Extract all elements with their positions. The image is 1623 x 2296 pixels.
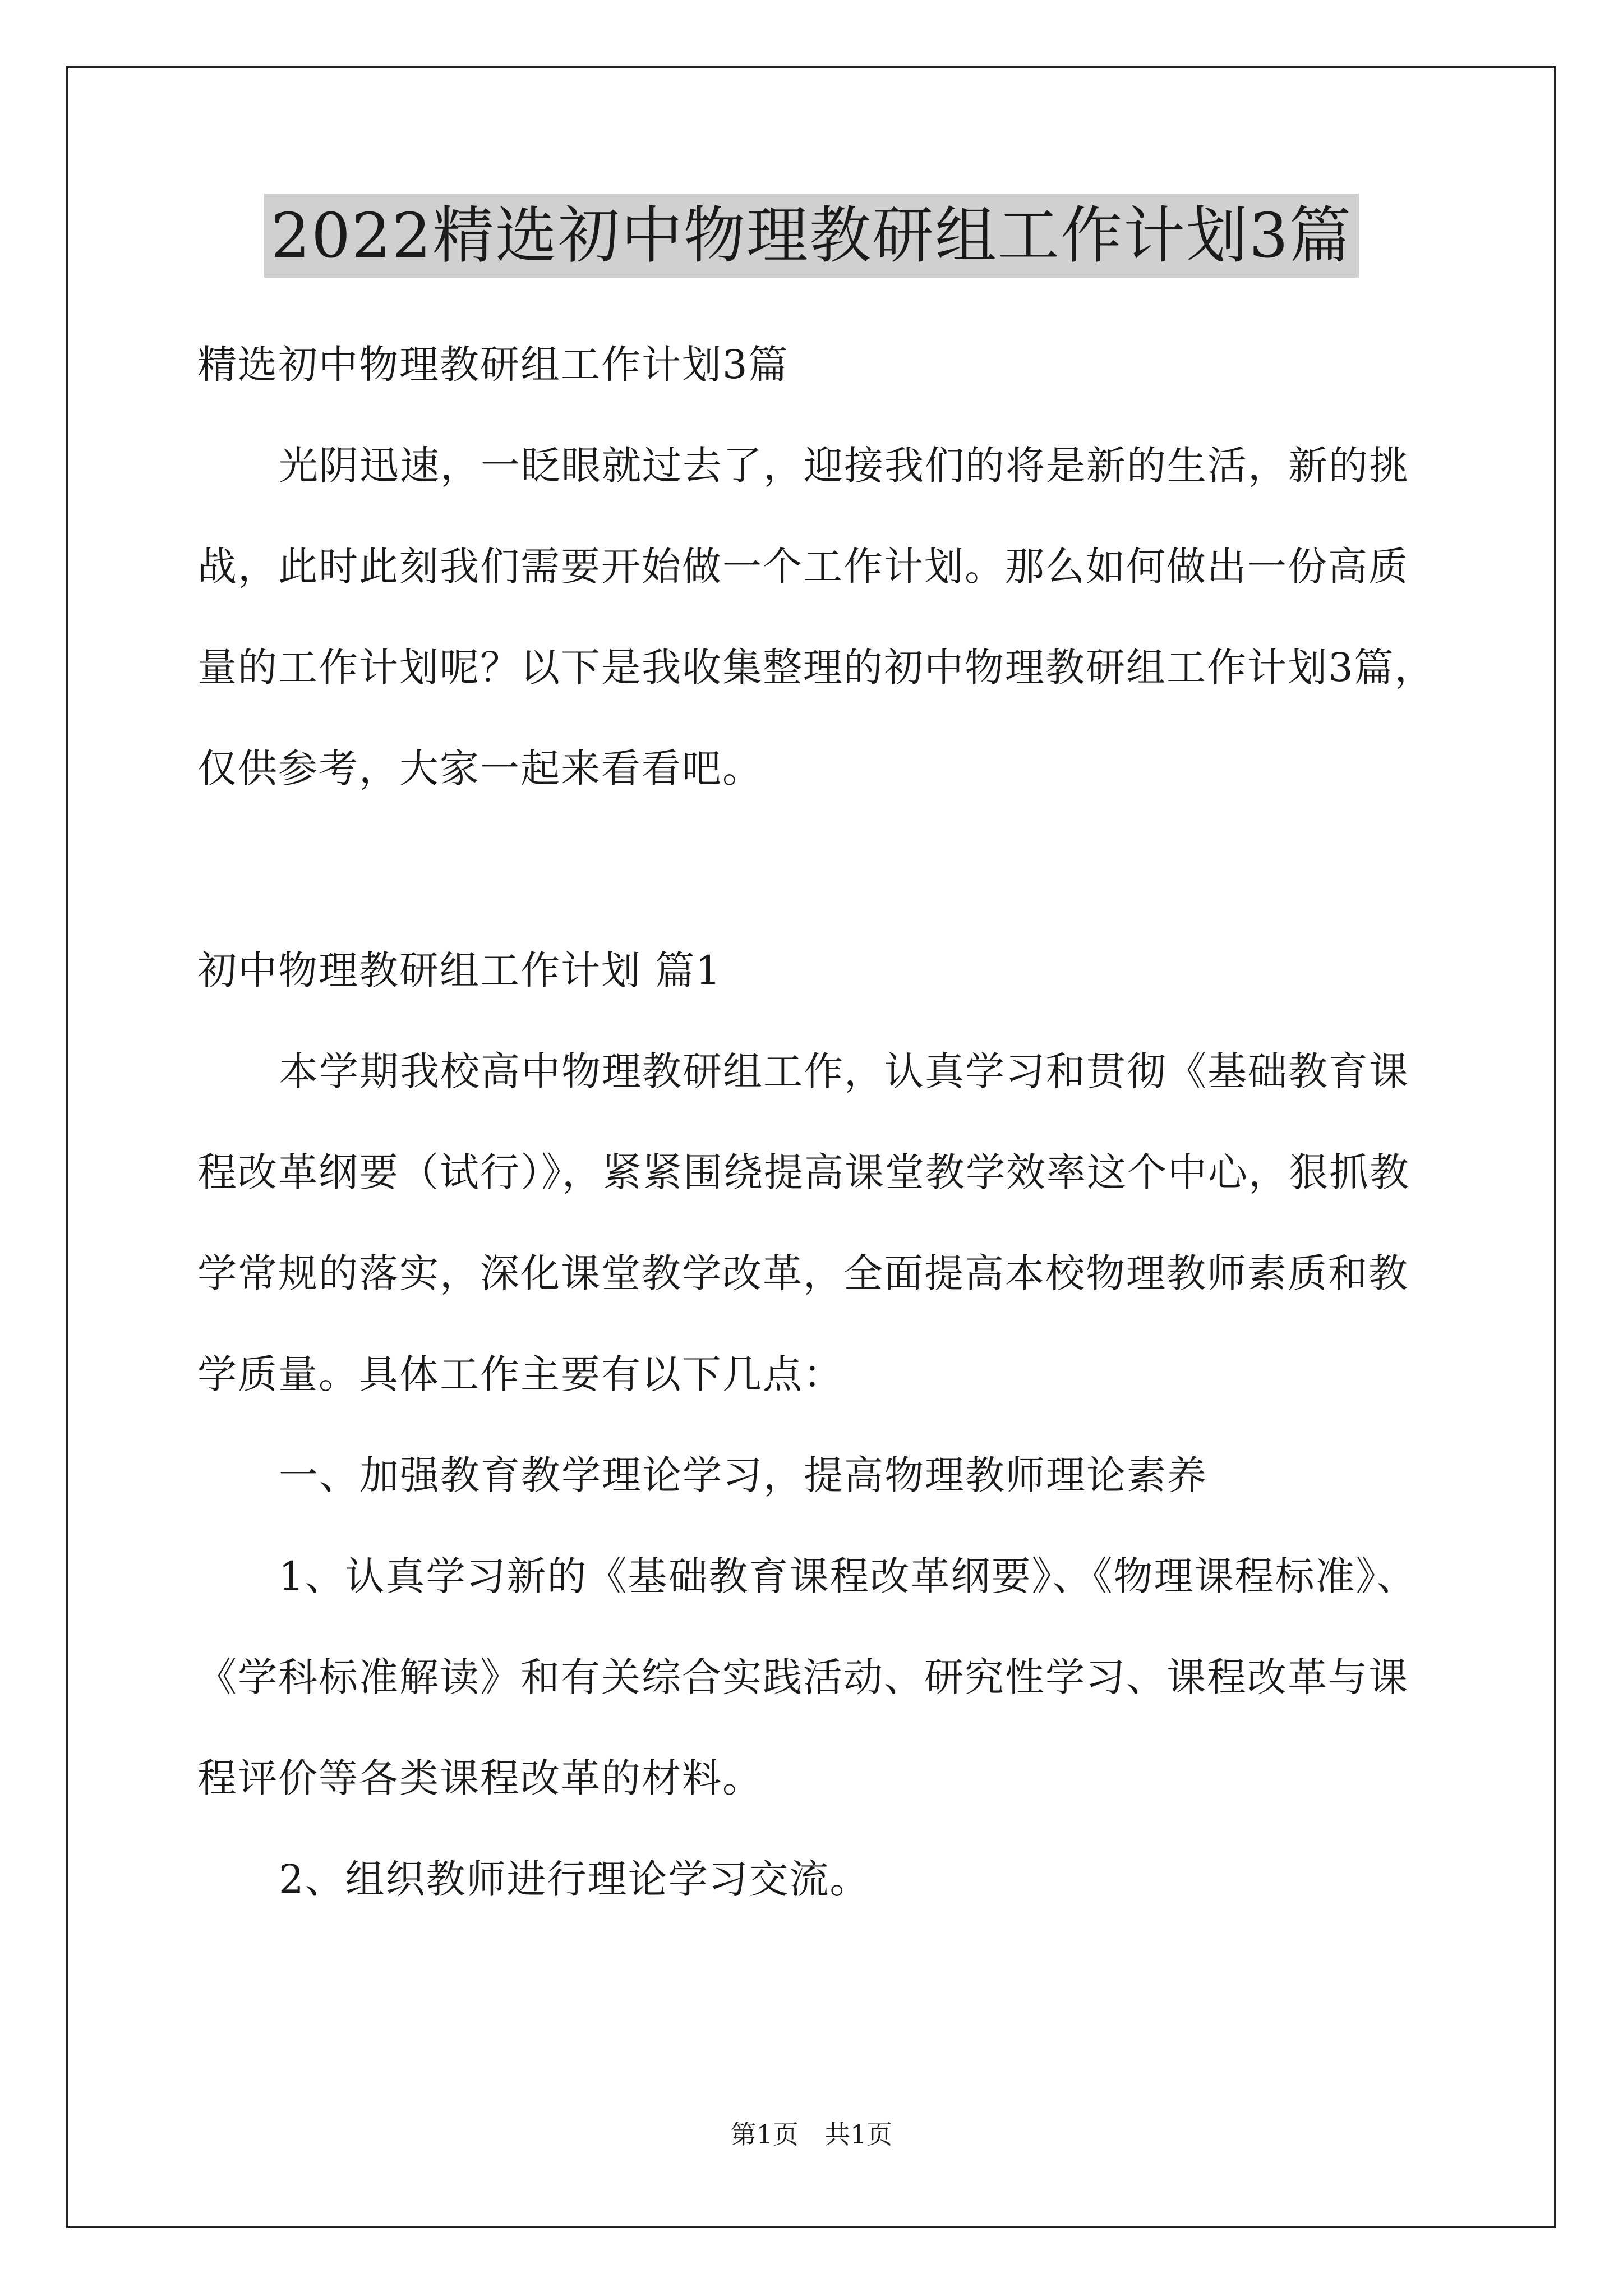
- section-heading: 初中物理教研组工作计划 篇1: [197, 947, 722, 993]
- body-line-4: 学质量。具体工作主要有以下几点：: [197, 1351, 843, 1397]
- document-title: 2022精选初中物理教研组工作计划3篇: [264, 194, 1359, 278]
- body-line-2: 程改革纲要（试行）》，紧紧围绕提高课堂教学效率这个中心，狠抓教: [197, 1149, 1410, 1195]
- intro-line-3: 量的工作计划呢？以下是我收集整理的初中物理教研组工作计划3篇，: [197, 645, 1435, 691]
- body-line-1: 本学期我校高中物理教研组工作，认真学习和贯彻《基础教育课: [279, 1048, 1409, 1094]
- intro-line-4: 仅供参考，大家一起来看看吧。: [197, 746, 763, 792]
- item1-line-2: 《学科标准解读》和有关综合实践活动、研究性学习、课程改革与课: [197, 1654, 1409, 1700]
- item2-line: 2、组织教师进行理论学习交流。: [279, 1856, 870, 1902]
- document-body: [197, 314, 1435, 1930]
- point-one-heading: 一、加强教育教学理论学习，提高物理教师理论素养: [279, 1452, 1207, 1498]
- document-subtitle: 精选初中物理教研组工作计划3篇: [197, 342, 789, 388]
- item1-line-3: 程评价等各类课程改革的材料。: [197, 1755, 763, 1801]
- body-line-3: 学常规的落实，深化课堂教学改革，全面提高本校物理教师素质和教: [197, 1250, 1409, 1296]
- spacer: [197, 819, 1431, 920]
- intro-line-2: 战，此时此刻我们需要开始做一个工作计划。那么如何做出一份高质: [197, 544, 1409, 590]
- item1-line-1: 1、认真学习新的《基础教育课程改革纲要》、《物理课程标准》、: [279, 1553, 1417, 1599]
- page-footer: 第1页 共1页: [730, 2119, 893, 2150]
- intro-line-1: 光阴迅速，一眨眼就过去了，迎接我们的将是新的生活，新的挑: [279, 443, 1409, 489]
- title-container: [0, 194, 1623, 278]
